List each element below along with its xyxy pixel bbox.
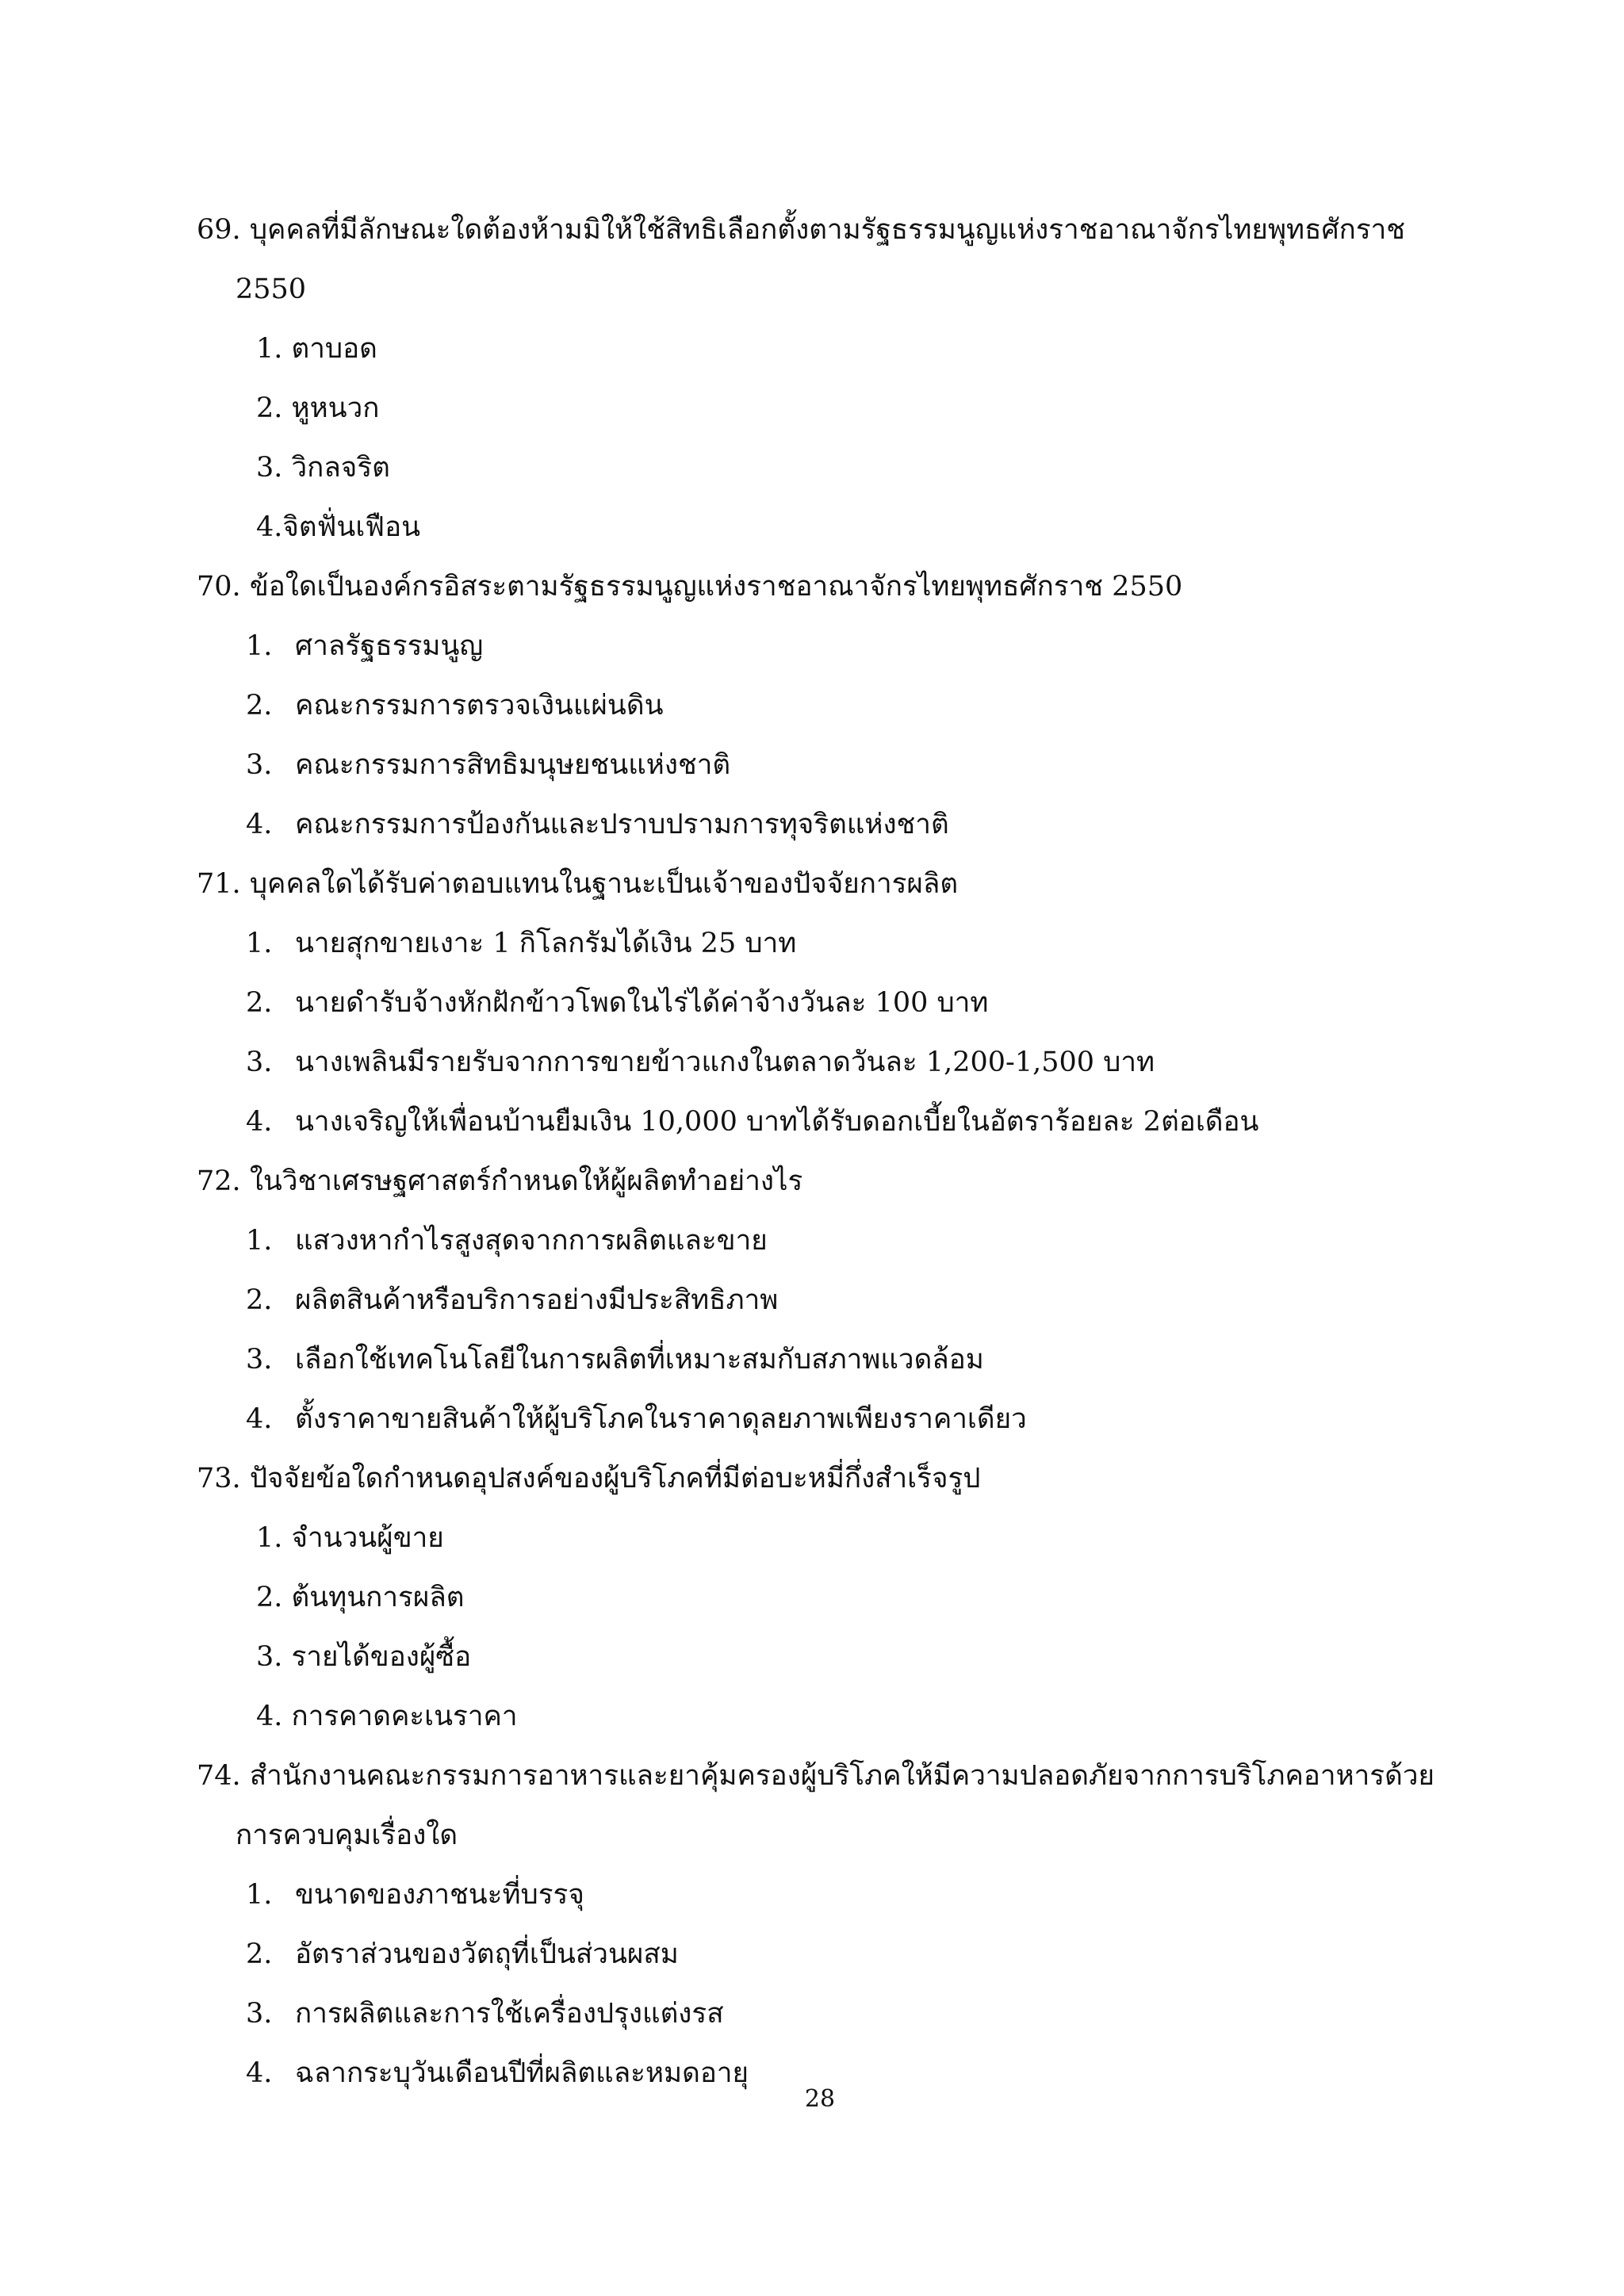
question-72-option-2-text: ผลิตสินค้าหรือบริการอย่างมีประสิทธิภาพ [295, 1284, 779, 1316]
question-number: 73. [197, 1463, 241, 1494]
question-71-option-1-text: นายสุกขายเงาะ 1 กิโลกรัมได้เงิน 25 บาท [295, 928, 797, 959]
question-73-option-4: 4. การคาดคะเนราคา [256, 1701, 518, 1732]
question-number: 72. [197, 1165, 241, 1197]
question-number: 69. [197, 214, 241, 246]
page-number: 28 [804, 2085, 836, 2113]
question-70-option-2-text: คณะกรรมการตรวจเงินแผ่นดิน [295, 690, 664, 721]
question-73-option-3: 3. รายได้ของผู้ซื้อ [256, 1641, 472, 1673]
question-71-option-2-number: 2. [246, 987, 273, 1019]
question-74-option-4-number: 4. [246, 2057, 273, 2089]
question-69-stem-continued: 2550 [236, 274, 307, 305]
question-70-option-3-text: คณะกรรมการสิทธิมนุษยชนแห่งชาติ [295, 749, 731, 781]
question-72-option-4-number: 4. [246, 1403, 273, 1435]
question-72-option-3-text: เลือกใช้เทคโนโลยีในการผลิตที่เหมาะสมกับสภาพแวดล้อม [295, 1344, 984, 1376]
question-text: บุคคลที่มีลักษณะใดต้องห้ามมิให้ใช้สิทธิเลือกตั้งตามรัฐธรรมนูญแห่งราชอาณาจักรไทยพุทธศักราช [249, 214, 1406, 246]
question-72-option-2-number: 2. [246, 1284, 273, 1316]
question-74-option-2-number: 2. [246, 1938, 273, 1970]
question-text: ปัจจัยข้อใดกำหนดอุปสงค์ของผู้บริโภคที่มีต่อบะหมี่กึ่งสำเร็จรูป [249, 1463, 981, 1494]
question-70-option-4-text: คณะกรรมการป้องกันและปราบปรามการทุจริตแห่งชาติ [295, 809, 949, 840]
question-71-option-3-text: นางเพลินมีรายรับจากการขายข้าวแกงในตลาดวันละ 1,200-1,500 บาท [295, 1047, 1155, 1078]
question-69-option-3: 3. วิกลจริต [256, 452, 390, 484]
question-71-option-1-number: 1. [246, 928, 273, 959]
question-70-option-1-text: ศาลรัฐธรรมนูญ [295, 630, 484, 662]
question-72-option-4-text: ตั้งราคาขายสินค้าให้ผู้บริโภคในราคาดุลยภาพเพียงราคาเดียว [295, 1403, 1027, 1435]
question-70-option-2-number: 2. [246, 690, 273, 721]
question-70-option-3-number: 3. [246, 749, 273, 781]
question-69-option-4: 4.จิตฟั่นเฟือน [256, 511, 421, 543]
question-text: ข้อใดเป็นองค์กรอิสระตามรัฐธรรมนูญแห่งราชอาณาจักรไทยพุทธศักราช 2550 [249, 571, 1183, 603]
question-70-option-1-number: 1. [246, 630, 273, 662]
question-74-option-3-number: 3. [246, 1998, 273, 2030]
question-69-option-2: 2. หูหนวก [256, 392, 380, 424]
question-71-option-4-number: 4. [246, 1106, 273, 1138]
question-71-option-3-number: 3. [246, 1047, 273, 1078]
question-72-option-3-number: 3. [246, 1344, 273, 1376]
question-number: 74. [197, 1760, 241, 1792]
question-69-option-1: 1. ตาบอด [256, 333, 377, 365]
question-73-option-2: 2. ต้นทุนการผลิต [256, 1582, 465, 1613]
question-72-option-1-number: 1. [246, 1225, 273, 1257]
question-70-stem [197, 569, 1182, 604]
question-72-option-1-text: แสวงหากำไรสูงสุดจากการผลิตและขาย [295, 1225, 768, 1257]
question-number: 71. [197, 868, 241, 900]
question-73-option-1: 1. จำนวนผู้ขาย [256, 1522, 444, 1554]
question-74-option-1-number: 1. [246, 1879, 273, 1911]
question-74-stem [197, 1758, 1434, 1793]
question-text: บุคคลใดได้รับค่าตอบแทนในฐานะเป็นเจ้าของปัจจัยการผลิต [249, 868, 959, 900]
question-74-option-3-text: การผลิตและการใช้เครื่องปรุงแต่งรส [295, 1998, 724, 2030]
question-74-option-4-text: ฉลากระบุวันเดือนปีที่ผลิตและหมดอายุ [295, 2057, 749, 2089]
question-71-stem [197, 867, 958, 901]
question-74-stem-continued: การควบคุมเรื่องใด [236, 1820, 458, 1851]
question-71-option-2-text: นายดำรับจ้างหักฝักข้าวโพดในไร่ได้ค่าจ้างวันละ 100 บาท [295, 987, 989, 1019]
question-70-option-4-number: 4. [246, 809, 273, 840]
question-72-stem [197, 1164, 802, 1199]
question-73-stem [197, 1461, 980, 1496]
question-text: สำนักงานคณะกรรมการอาหารและยาคุ้มครองผู้บริโภคให้มีความปลอดภัยจากการบริโภคอาหารด้วย [249, 1760, 1434, 1792]
question-number: 70. [197, 571, 241, 603]
question-71-option-4-text: นางเจริญให้เพื่อนบ้านยืมเงิน 10,000 บาทได้รับดอกเบี้ยในอัตราร้อยละ 2ต่อเดือน [295, 1106, 1259, 1138]
question-69-stem [197, 212, 1405, 247]
question-74-option-1-text: ขนาดของภาชนะที่บรรจุ [295, 1879, 584, 1911]
question-74-option-2-text: อัตราส่วนของวัตถุที่เป็นส่วนผสม [295, 1938, 679, 1970]
question-text: ในวิชาเศรษฐศาสตร์กำหนดให้ผู้ผลิตทำอย่างไร [249, 1165, 803, 1197]
